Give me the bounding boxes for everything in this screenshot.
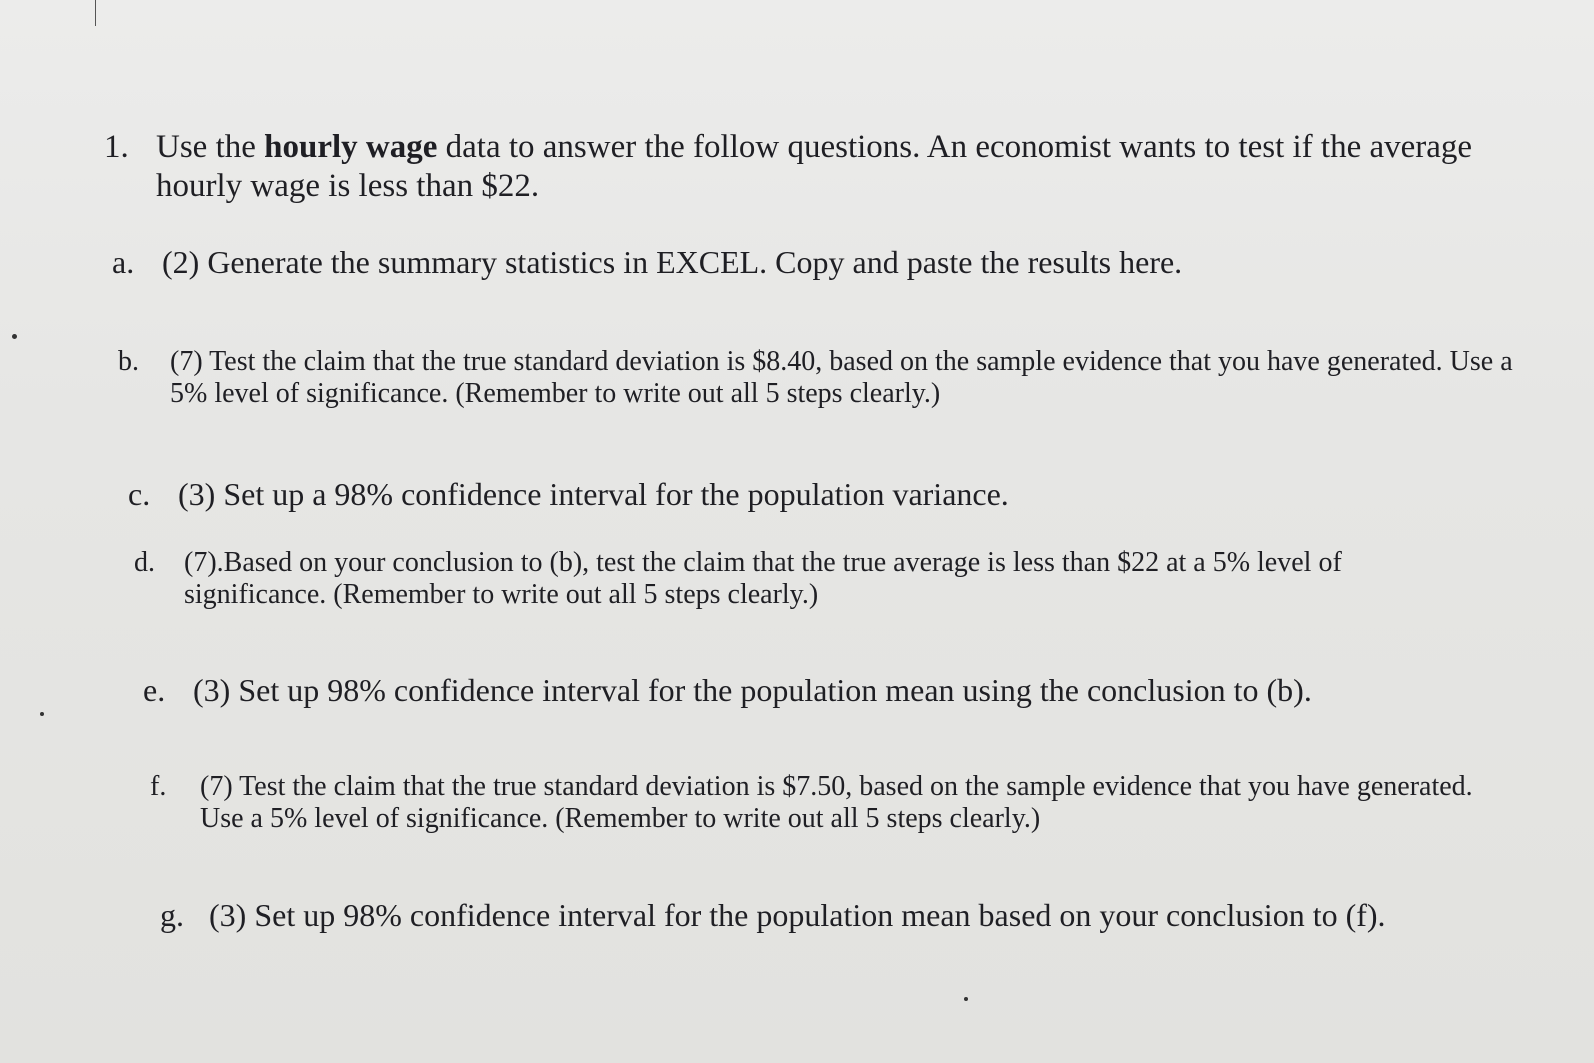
part-letter: e. (143, 672, 166, 708)
part-letter: f. (150, 771, 167, 802)
question-bold-term: hourly wage (264, 129, 438, 165)
part-text: (2) Generate the summary statistics in EXCEL. Copy and paste the results here. (162, 244, 1183, 280)
question-number: 1. (104, 129, 129, 165)
part-text: (3) Set up a 98% confidence interval for the population variance. (178, 476, 1009, 512)
part-letter: g. (160, 897, 184, 933)
part-text: (7) Test the claim that the true standard deviation is $8.40, based on the sample evidence that you have generated. Use a 5% level of significance. (Remember to write out all 5 steps clearly.) (170, 346, 1513, 409)
part-letter: d. (134, 547, 155, 578)
question-text-end: data to answer the follow questions. An economist wants to test if the average hourly wage is less than $22. (156, 129, 1473, 204)
part-letter: c. (128, 476, 151, 512)
part-text: (3) Set up 98% confidence interval for the population mean using the conclusion to (b). (193, 672, 1312, 708)
part-text: (7).Based on your conclusion to (b), test the claim that the true average is less than $22 at a 5% level of significance. (Remember to write out all 5 steps clearly.) (184, 547, 1342, 610)
question-text-start: Use the (156, 129, 265, 165)
question-text (156, 128, 1546, 206)
speck (40, 712, 44, 716)
speck (12, 334, 17, 339)
speck (964, 997, 968, 1001)
part-text: (7) Test the claim that the true standard deviation is $7.50, based on the sample evidence that you have generated. Use a 5% level of significance. (Remember to write out all 5 steps clearly.) (200, 771, 1473, 834)
margin-line (95, 0, 96, 26)
part-letter: b. (118, 346, 139, 377)
part-letter: a. (112, 244, 135, 280)
part-text: (3) Set up 98% confidence interval for the population mean based on your conclusion to (f). (209, 897, 1386, 933)
